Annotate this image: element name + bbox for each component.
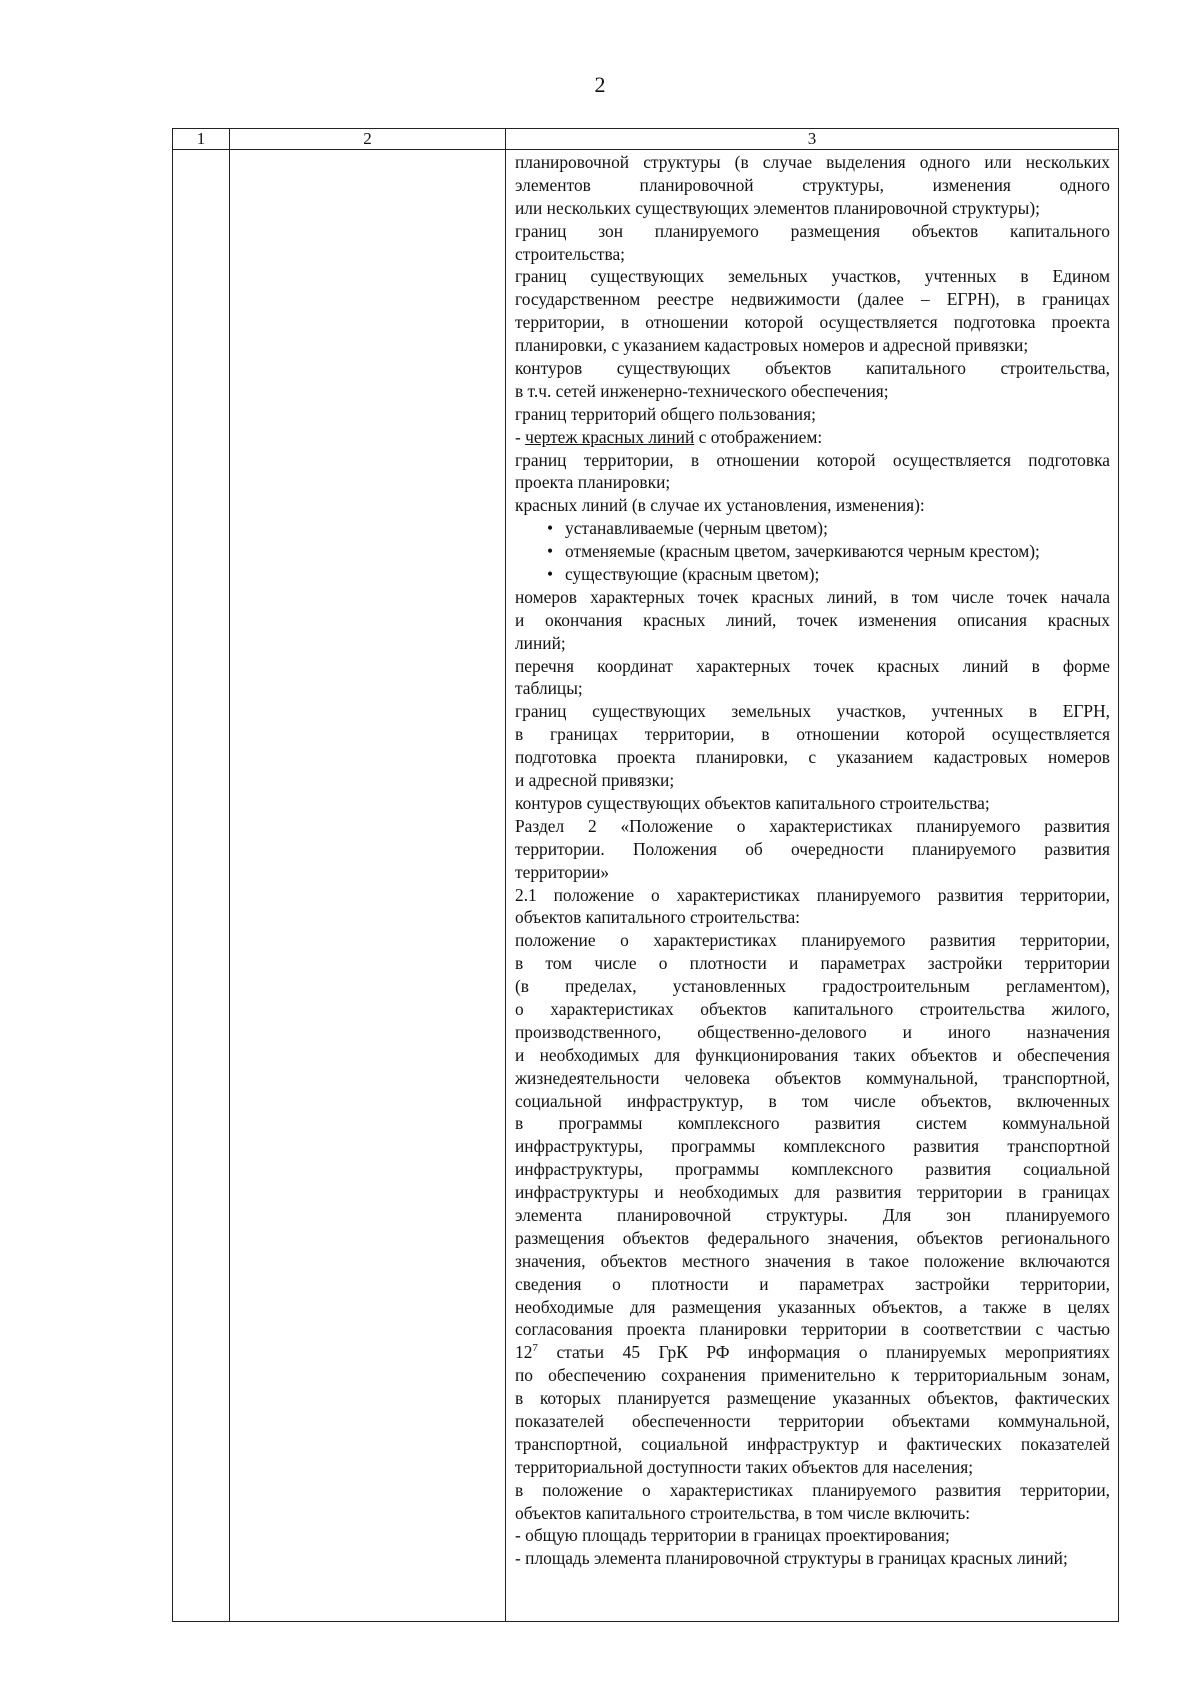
text-line (515, 288, 1110, 311)
text-line (515, 1456, 1110, 1479)
text-segment: границ зон планируемого размещения объектов капитального (515, 220, 1110, 241)
bullet-icon: • (547, 518, 554, 539)
text-line (515, 998, 1110, 1021)
text-segment: элемента планировочной структуры. Для зон планируемого (515, 1204, 1110, 1225)
text-line (515, 1250, 1110, 1273)
text-segment: в том числе о плотности и параметрах застройки территории (515, 953, 1110, 974)
document-table (172, 128, 1119, 1622)
text-segment: объектов капитального строительства, в том числе включить: (515, 1502, 971, 1523)
bullet-list-item (515, 563, 1110, 586)
text-segment: 12 (515, 1342, 533, 1363)
bullet-icon: • (547, 564, 554, 585)
table-header-row (173, 129, 1119, 150)
text-line (515, 494, 1110, 517)
text-line (515, 1021, 1110, 1044)
text-segment: и окончания красных линий, точек изменения описания красных (515, 609, 1110, 630)
text-segment: государственном реестре недвижимости (далее – ЕГРН), в границах (515, 289, 1110, 310)
text-segment: значения, объектов местного значения в такое положение включаются (515, 1250, 1110, 1271)
text-line (515, 1112, 1110, 1135)
text-segment: территории» (515, 861, 610, 882)
text-segment: о характеристиках объектов капитального строительства жилого, (515, 998, 1110, 1019)
text-segment: социальной инфраструктур, в том числе объектов, включенных (515, 1090, 1110, 1111)
text-line (515, 586, 1110, 609)
text-segment: линий; (515, 632, 566, 653)
text-segment: планировочной структуры (в случае выделения одного или нескольких (515, 152, 1110, 172)
text-line (515, 1364, 1110, 1387)
text-line (515, 357, 1110, 380)
text-line (515, 609, 1110, 632)
column-3-cell (506, 150, 1119, 1622)
text-segment: номеров характерных точек красных линий, в том числе точек начала (515, 586, 1110, 607)
text-segment: территории, в отношении которой осуществляется подготовка проекта (515, 312, 1110, 333)
text-segment: территориальной доступности таких объектов для населения; (515, 1456, 974, 1477)
text-line (515, 174, 1110, 197)
text-line (515, 906, 1110, 929)
text-segment: в т.ч. сетей инженерно-технического обеспечения; (515, 380, 889, 401)
text-segment: красных линий (в случае их установления, изменения): (515, 495, 925, 516)
text-line (515, 1524, 1110, 1547)
text-segment: размещения объектов федерального значения, объектов регионального (515, 1227, 1110, 1248)
text-line (515, 197, 1110, 220)
text-segment: строительства; (515, 243, 626, 264)
text-segment: границ существующих земельных участков, учтенных в Едином (515, 266, 1110, 287)
text-segment: в положение о характеристиках планируемого развития территории, (515, 1479, 1110, 1500)
text-line (515, 838, 1110, 861)
text-segment: в программы комплексного развития систем коммунальной (515, 1113, 1110, 1134)
text-line (515, 1502, 1110, 1525)
column-3-header: 3 (506, 129, 1119, 150)
text-line (515, 426, 1110, 449)
text-line (515, 1181, 1110, 1204)
text-segment: планировки, с указанием кадастровых номеров и адресной привязки; (515, 335, 1029, 356)
text-line (515, 769, 1110, 792)
column-1-cell (173, 150, 230, 1622)
text-segment: контуров существующих объектов капитального строительства, (515, 358, 1110, 379)
text-line (515, 1479, 1110, 1502)
text-segment: сведения о плотности и параметрах застройки территории, (515, 1273, 1110, 1294)
text-line (515, 700, 1110, 723)
text-segment: Раздел 2 «Положение о характеристиках планируемого развития (515, 815, 1110, 836)
table-body-row (173, 150, 1119, 1622)
text-segment: перечня координат характерных точек красных линий в форме (515, 655, 1110, 676)
text-line (515, 1135, 1110, 1158)
text-segment: подготовка проекта планировки, с указанием кадастровых номеров (515, 747, 1110, 768)
column-1-header: 1 (173, 129, 230, 150)
text-line (515, 311, 1110, 334)
text-segment: - (515, 426, 526, 447)
text-segment: - площадь элемента планировочной структуры в границах красных линий; (515, 1548, 1068, 1569)
underlined-term: чертеж красных линий (525, 426, 695, 447)
text-segment: 2.1 положение о характеристиках планируемого развития территории, (515, 884, 1110, 905)
text-segment: элементов планировочной структуры, изменения одного (515, 174, 1110, 195)
text-segment: границ территорий общего пользования; (515, 403, 816, 424)
text-line (515, 1204, 1110, 1227)
text-line (515, 655, 1110, 678)
text-line (515, 1044, 1110, 1067)
text-line (515, 1547, 1110, 1570)
text-line (515, 677, 1110, 700)
text-line (515, 792, 1110, 815)
text-segment: объектов капитального строительства: (515, 907, 801, 928)
superscript: 7 (532, 1342, 538, 1355)
text-line (515, 632, 1110, 655)
text-segment: контуров существующих объектов капитального строительства; (515, 792, 990, 813)
text-line (515, 952, 1110, 975)
text-line (515, 449, 1110, 472)
text-segment: инфраструктуры и необходимых для развития территории в границах (515, 1182, 1110, 1203)
bullet-list-item (515, 540, 1110, 563)
text-segment: необходимые для размещения указанных объектов, а также в целях (515, 1296, 1110, 1317)
text-segment: показателей обеспеченности территории объектами коммунальной, (515, 1410, 1110, 1431)
text-segment: инфраструктуры, программы комплексного развития транспортной (515, 1136, 1110, 1157)
text-segment: положение о характеристиках планируемого развития территории, (515, 930, 1110, 951)
text-segment: территории. Положения об очередности планируемого развития (515, 838, 1110, 859)
text-line (515, 1067, 1110, 1090)
text-segment: транспортной, социальной инфраструктур и фактических показателей (515, 1433, 1110, 1454)
text-line (515, 1318, 1110, 1341)
text-line (515, 471, 1110, 494)
text-line (515, 723, 1110, 746)
column-2-header: 2 (230, 129, 506, 150)
column-2-cell (230, 150, 506, 1622)
bullet-icon: • (547, 541, 554, 562)
text-segment: в границах территории, в отношении которой осуществляется (515, 724, 1110, 745)
text-line (515, 929, 1110, 952)
text-segment: отменяемые (красным цветом, зачеркиваются черным крестом); (565, 541, 1040, 562)
text-segment: существующие (красным цветом); (565, 564, 820, 585)
text-segment: и адресной привязки; (515, 770, 675, 791)
text-line (515, 1273, 1110, 1296)
text-segment: согласования проекта планировки территории в соответствии с частью (515, 1319, 1110, 1340)
text-line (515, 380, 1110, 403)
text-line (515, 1227, 1110, 1250)
text-segment: проекта планировки; (515, 472, 671, 493)
text-line (515, 334, 1110, 357)
text-segment: производственного, общественно-делового и иного назначения (515, 1021, 1110, 1042)
text-line (515, 403, 1110, 426)
page-number: 2 (594, 72, 606, 97)
text-line (515, 1296, 1110, 1319)
text-segment: в которых планируется размещение указанных объектов, фактических (515, 1388, 1110, 1409)
text-segment: или нескольких существующих элементов планировочной структуры); (515, 197, 1040, 218)
text-segment: и необходимых для функционирования таких объектов и обеспечения (515, 1044, 1110, 1065)
text-segment: устанавливаемые (черным цветом); (565, 518, 828, 539)
text-line (515, 1158, 1110, 1181)
text-segment: по обеспечению сохранения применительно к территориальным зонам, (515, 1365, 1110, 1386)
text-segment: (в пределах, установленных градостроительным регламентом), (515, 976, 1110, 997)
text-line (515, 1387, 1110, 1410)
text-segment: границ территории, в отношении которой осуществляется подготовка (515, 449, 1110, 470)
text-line (515, 884, 1110, 907)
text-line (515, 1090, 1110, 1113)
text-line (515, 265, 1110, 288)
text-segment: - общую площадь территории в границах проектирования; (515, 1525, 950, 1546)
text-line (515, 861, 1110, 884)
text-segment: инфраструктуры, программы комплексного развития социальной (515, 1159, 1110, 1180)
text-line (515, 1410, 1110, 1433)
text-line (515, 220, 1110, 243)
text-line (515, 746, 1110, 769)
bullet-list-item (515, 517, 1110, 540)
text-segment: с отображением: (694, 426, 823, 447)
text-segment: границ существующих земельных участков, учтенных в ЕГРН, (515, 701, 1110, 722)
text-line (515, 243, 1110, 266)
text-line (515, 815, 1110, 838)
text-segment: статьи 45 ГрК РФ информация о планируемых мероприятиях (537, 1342, 1110, 1363)
text-line (515, 975, 1110, 998)
text-line (515, 1433, 1110, 1456)
text-segment: жизнедеятельности человека объектов коммунальной, транспортной, (515, 1067, 1110, 1088)
text-line (515, 1341, 1110, 1364)
text-line (515, 151, 1110, 174)
text-segment: таблицы; (515, 678, 583, 699)
